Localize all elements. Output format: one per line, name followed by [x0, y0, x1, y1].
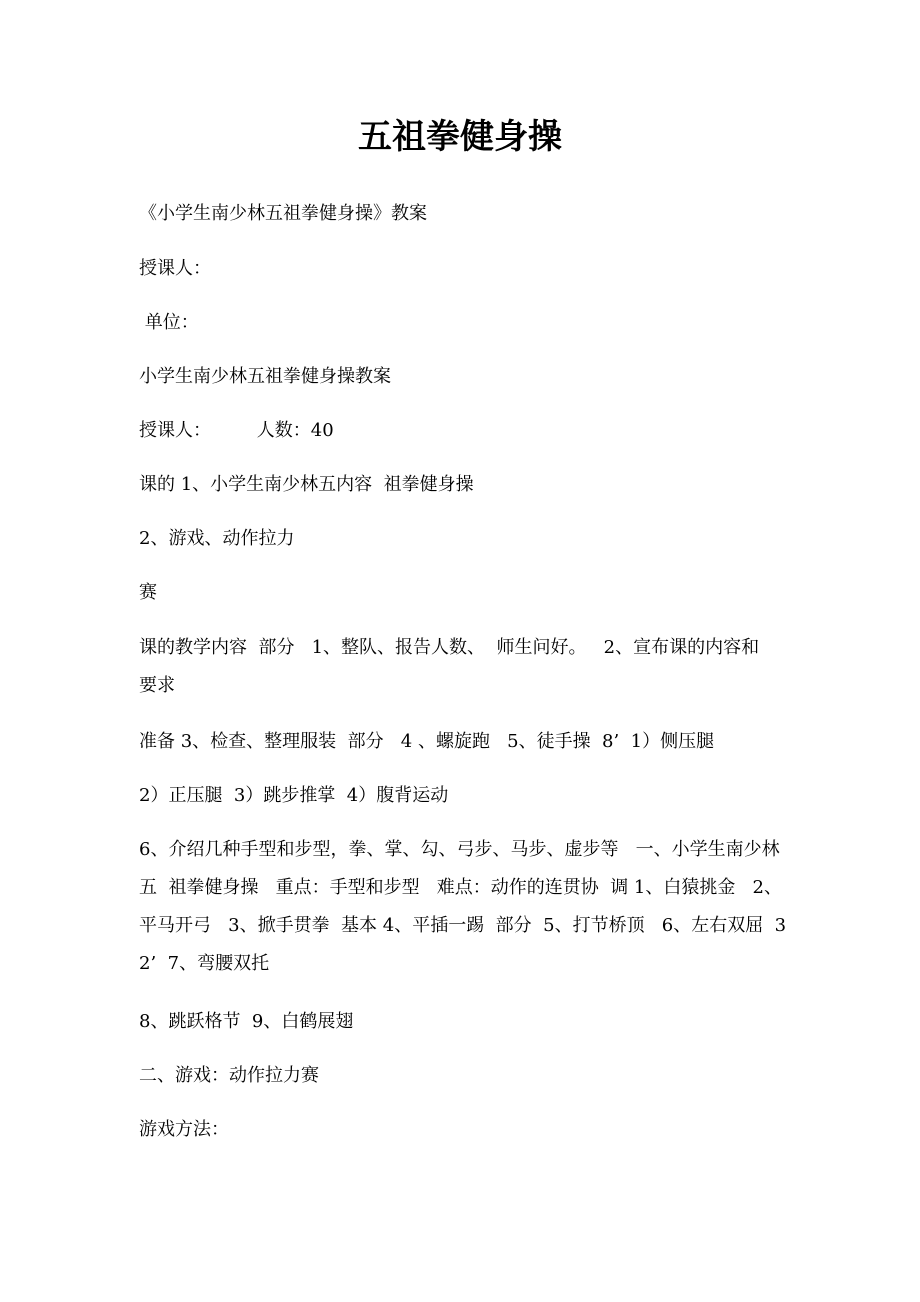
paragraph-lesson-plan-name: 小学生南少林五祖拳健身操教案	[139, 366, 391, 387]
document-title: 五祖拳健身操	[358, 117, 562, 157]
paragraph-hand-forms: 6、介绍几种手型和步型，拳、掌、勾、弓步、马步、虚步等 一、小学生南少林五 祖拳健身操 重点：手型和步型 难点：动作的连贯协 调 1、白猿挑金 2、平马开弓 3、掀手贯拳 基本 4、平插一踢 部分 5、打节桥顶 6、左右双屈 32’ 7、弯腰双托	[139, 839, 787, 974]
paragraph-game: 2、游戏、动作拉力	[139, 528, 295, 549]
paragraph-teaching-content: 课的教学内容 部分 1、整队、报告人数、 师生问好。 2、宣布课的内容和 要求	[139, 637, 771, 696]
paragraph-game-method: 游戏方法：	[139, 1119, 229, 1140]
paragraph-game-heading: 二、游戏：动作拉力赛	[139, 1065, 319, 1086]
paragraph-stretches: 2）正压腿 3）跳步推掌 4）腹背运动	[139, 785, 449, 806]
paragraph-game-cont: 赛	[139, 582, 157, 603]
paragraph-instructor-count: 授课人： 人数：40	[139, 420, 334, 441]
paragraph-moves: 8、跳跃格节 9、白鹤展翅	[139, 1011, 354, 1032]
paragraph-instructor: 授课人：	[139, 258, 211, 279]
paragraph-preparation: 准备 3、检查、整理服装 部分 4 、螺旋跑 5、徒手操 8’ 1）侧压腿	[139, 731, 715, 752]
paragraph-lesson-content: 课的 1、小学生南少林五内容 祖拳健身操	[139, 474, 474, 495]
paragraph-lesson-plan-heading: 《小学生南少林五祖拳健身操》教案	[139, 203, 427, 224]
paragraph-unit: 单位：	[139, 312, 199, 333]
